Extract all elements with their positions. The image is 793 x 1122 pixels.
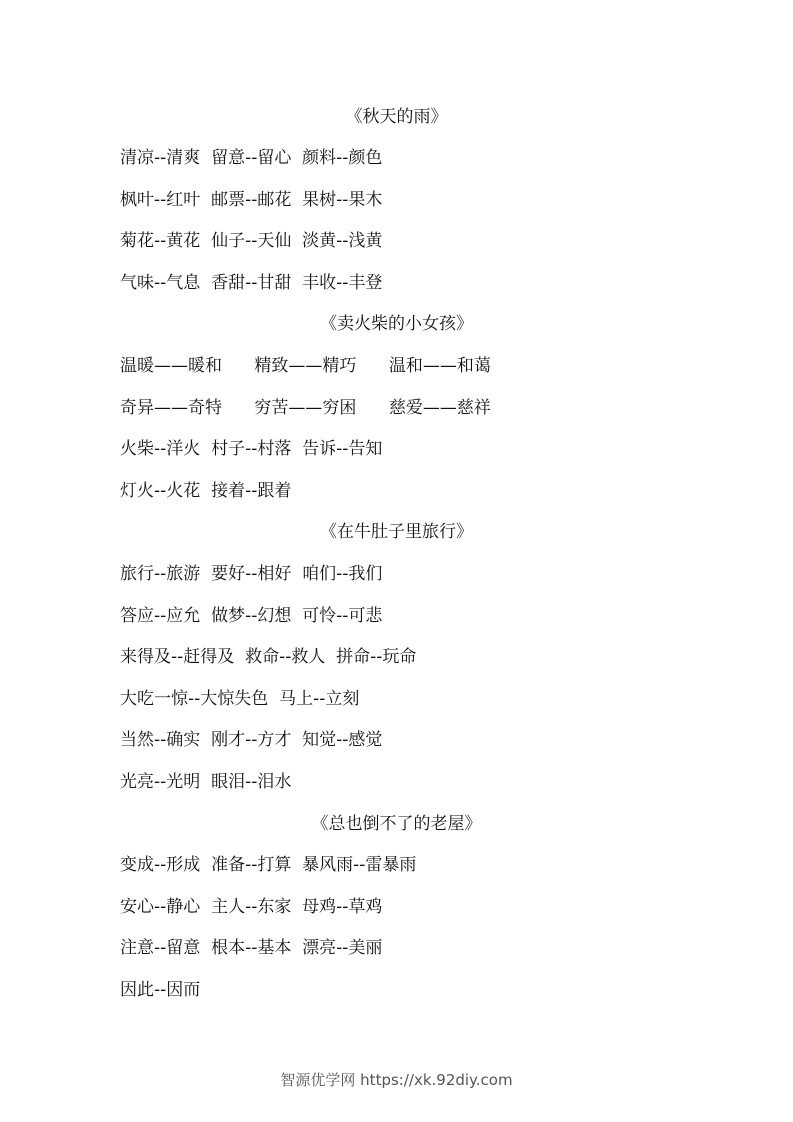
word-pair-line: 菊花--黄花 仙子--天仙 淡黄--浅黄 xyxy=(120,231,383,251)
section-title: 《秋天的雨》 xyxy=(345,107,448,127)
section-title: 《卖火柴的小女孩》 xyxy=(320,314,473,334)
word-pair-line: 注意--留意 根本--基本 漂亮--美丽 xyxy=(120,938,383,958)
word-pair-line: 奇异——奇特 穷苦——穷困 慈爱——慈祥 xyxy=(120,398,491,418)
word-pair-line: 清凉--清爽 留意--留心 颜料--颜色 xyxy=(120,148,383,168)
word-pair-line: 安心--静心 主人--东家 母鸡--草鸡 xyxy=(120,897,383,917)
word-pair-line: 答应--应允 做梦--幻想 可怜--可悲 xyxy=(120,606,383,626)
word-pair-line: 气味--气息 香甜--甘甜 丰收--丰登 xyxy=(120,273,383,293)
section-title: 《在牛肚子里旅行》 xyxy=(320,522,473,542)
section-title: 《总也倒不了的老屋》 xyxy=(311,814,482,834)
word-pair-line: 来得及--赶得及 救命--救人 拼命--玩命 xyxy=(120,647,417,667)
word-pair-line: 大吃一惊--大惊失色 马上--立刻 xyxy=(120,689,360,709)
word-pair-line: 温暖——暖和 精致——精巧 温和——和蔼 xyxy=(120,356,491,376)
word-pair-line: 当然--确实 刚才--方才 知觉--感觉 xyxy=(120,730,383,750)
word-pair-line: 旅行--旅游 要好--相好 咱们--我们 xyxy=(120,564,383,584)
word-pair-line: 火柴--洋火 村子--村落 告诉--告知 xyxy=(120,439,383,459)
word-pair-line: 因此--因而 xyxy=(120,980,201,1000)
word-pair-line: 变成--形成 准备--打算 暴风雨--雷暴雨 xyxy=(120,855,417,875)
word-pair-line: 枫叶--红叶 邮票--邮花 果树--果木 xyxy=(120,190,383,210)
word-pair-line: 光亮--光明 眼泪--泪水 xyxy=(120,772,292,792)
footer-watermark: 智源优学网 https://xk.92diy.com xyxy=(280,1071,513,1089)
word-pair-line: 灯火--火花 接着--跟着 xyxy=(120,481,292,501)
